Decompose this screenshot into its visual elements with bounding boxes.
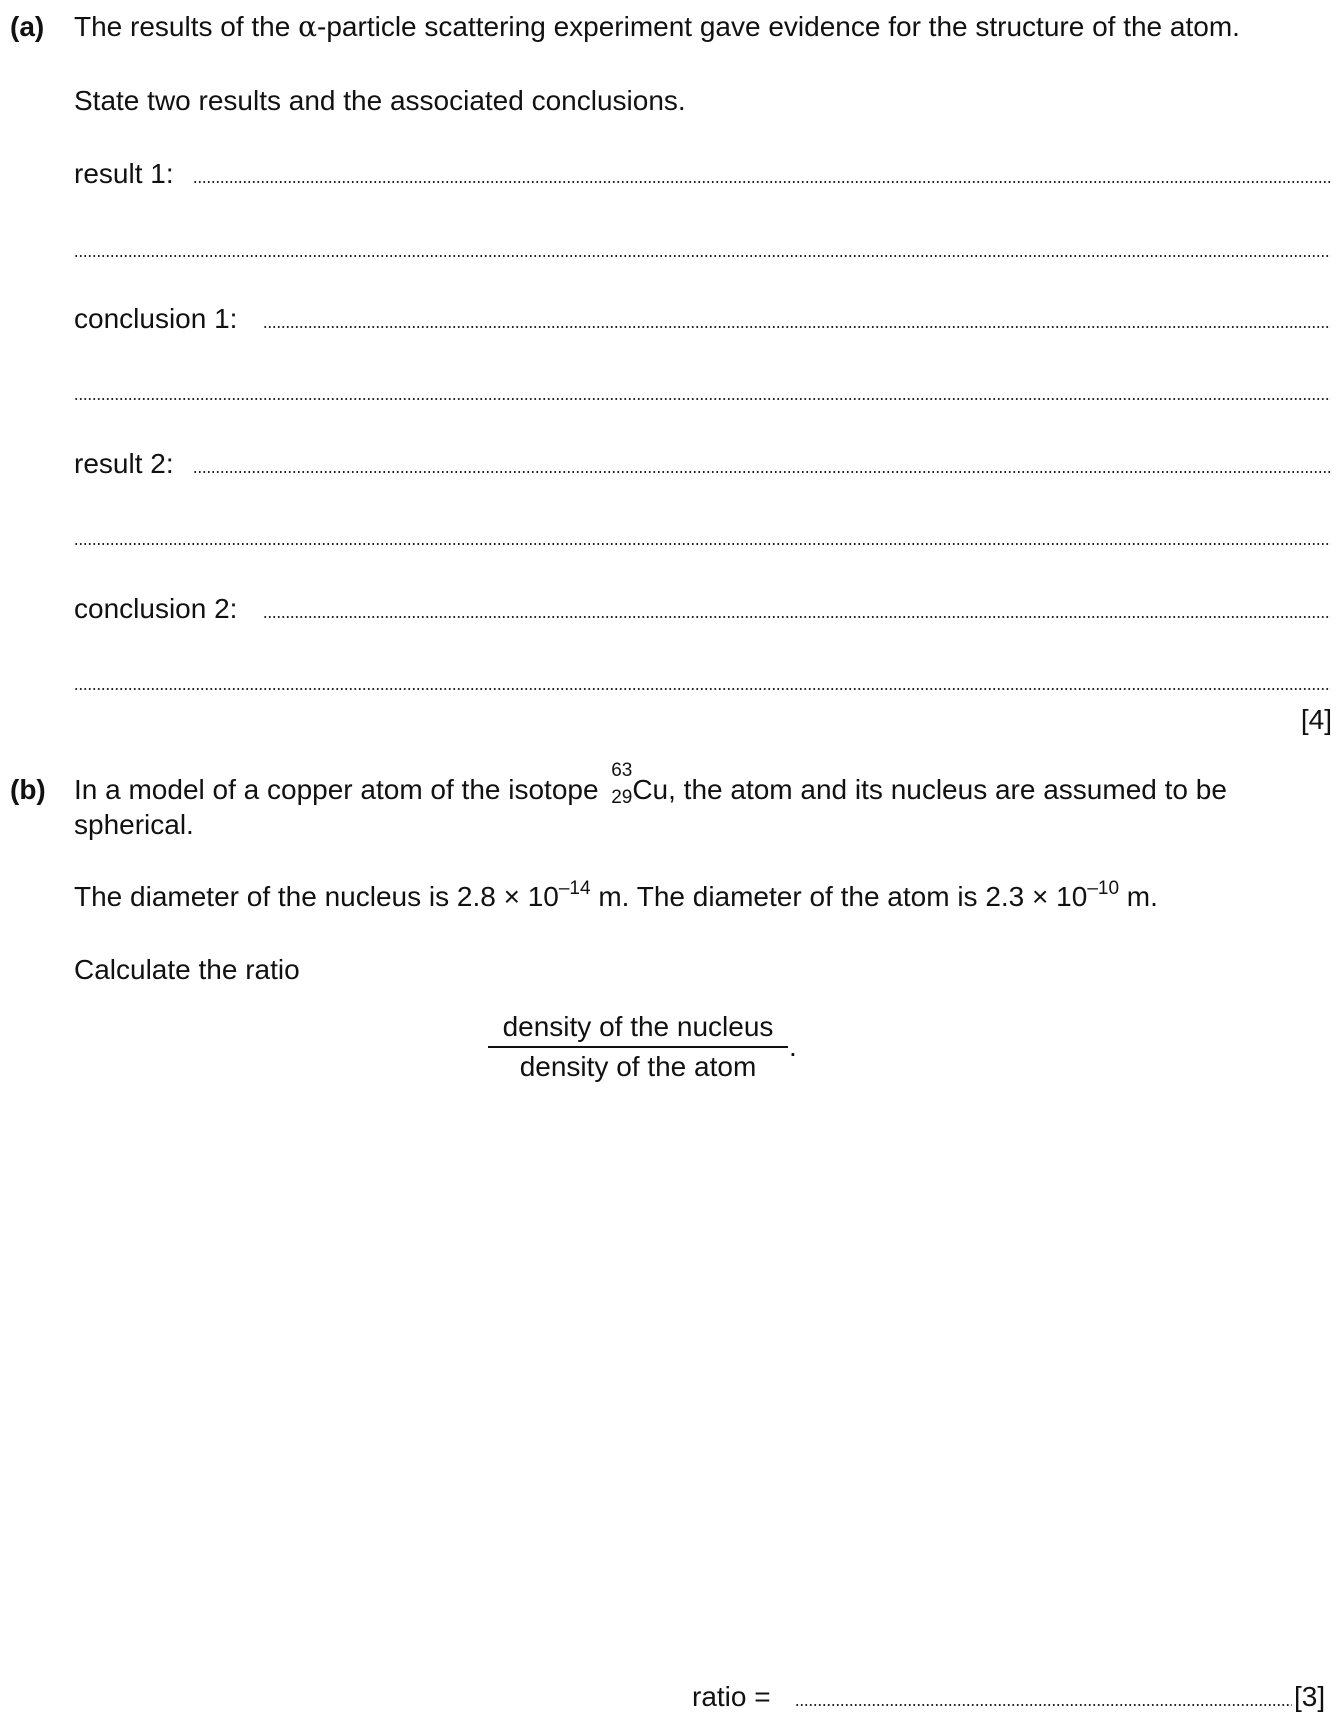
nucleus-diameter-exponent: –14 [558, 878, 591, 899]
conclusion-2-label: conclusion 2: [74, 593, 238, 624]
part-b-label: (b) [10, 774, 46, 805]
calculate-instruction: Calculate the ratio [74, 954, 300, 985]
result-2-label: result 2: [74, 448, 174, 479]
fraction-denominator: density of the atom [519, 1050, 757, 1082]
part-b-intro-post: , the atom and its nucleus are assumed to be [668, 774, 1227, 805]
part-a-question-post: -particle scattering experiment gave evidence for the structure of the atom. [317, 11, 1240, 42]
part-a-label: (a) [10, 11, 45, 42]
part-b-intro [74, 760, 1227, 808]
part-b-intro-line-2: spherical. [74, 809, 194, 840]
conclusion-1-answer-line-2[interactable] [74, 398, 1331, 400]
diameter-text-pre: The diameter of the nucleus is 2.8 × 10 [74, 881, 559, 912]
part-a-instruction: State two results and the associated conclusions. [74, 85, 686, 116]
result-1-answer-line[interactable] [193, 181, 1331, 183]
atom-diameter-exponent: –10 [1087, 878, 1120, 899]
ratio-answer-line[interactable] [795, 1704, 1292, 1706]
alpha-symbol: α [298, 10, 318, 43]
diameter-text-mid: m. The diameter of the atom is 2.3 × 10 [590, 881, 1088, 912]
result-1-answer-line-2[interactable] [74, 255, 1331, 257]
part-a-question-pre: The results of the [74, 11, 299, 42]
part-b-marks: [3] [1294, 1681, 1326, 1712]
result-2-answer-line[interactable] [193, 471, 1331, 473]
fraction-period: . [789, 1031, 797, 1062]
copper-nuclide-notation [606, 760, 633, 808]
result-1-label: result 1: [74, 158, 174, 189]
fraction-bar [488, 1046, 788, 1048]
ratio-answer-label: ratio = [692, 1681, 771, 1712]
nuclide-mass-number: 63 [611, 760, 633, 781]
conclusion-1-answer-line[interactable] [263, 326, 1331, 328]
part-a-question [74, 10, 1240, 44]
conclusion-2-answer-line[interactable] [263, 616, 1331, 618]
result-2-answer-line-2[interactable] [74, 543, 1331, 545]
nuclide-atomic-number: 29 [611, 787, 633, 808]
part-a-marks: [4] [1300, 704, 1332, 735]
conclusion-2-answer-line-2[interactable] [74, 688, 1331, 690]
conclusion-1-label: conclusion 1: [74, 303, 238, 334]
density-ratio-fraction [488, 1010, 788, 1084]
diameter-text-post: m. [1119, 881, 1158, 912]
fraction-numerator: density of the nucleus [502, 1011, 774, 1042]
nuclide-symbol: Cu [632, 774, 669, 805]
part-b-intro-pre: In a model of a copper atom of the isotope [74, 774, 607, 805]
part-b-diameters [74, 880, 1158, 918]
